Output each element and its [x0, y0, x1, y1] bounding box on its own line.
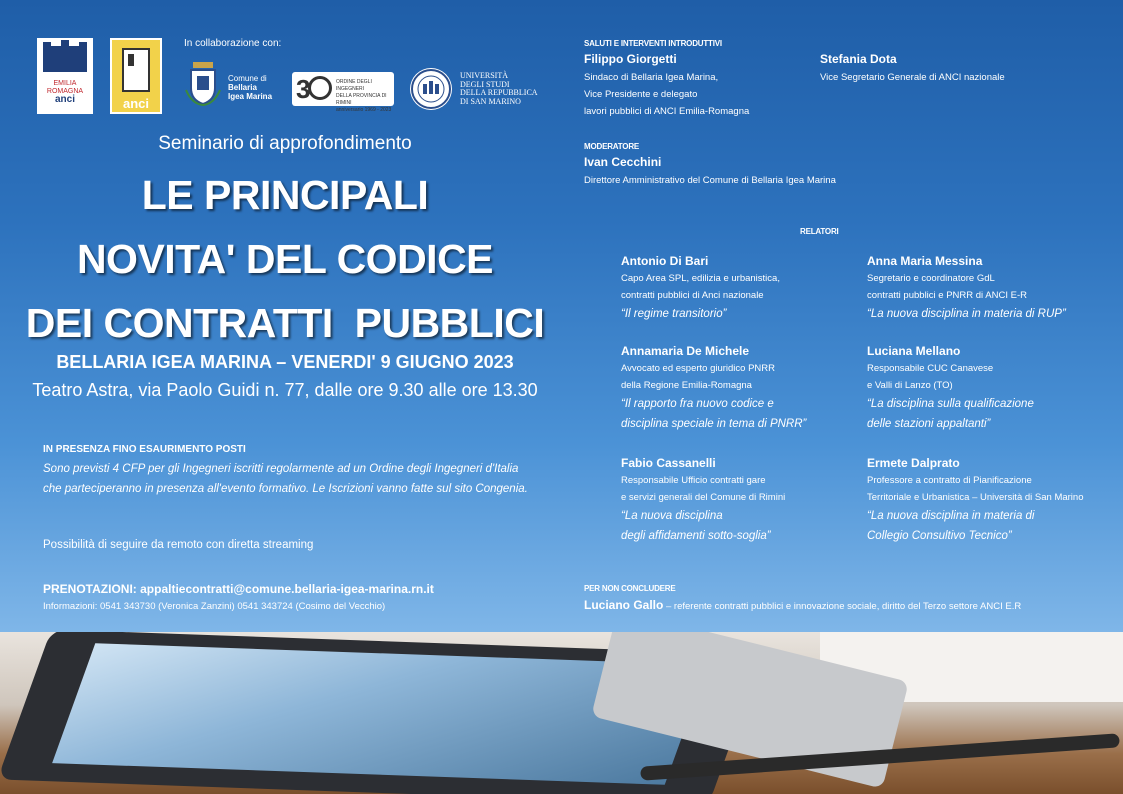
- collaboration-label: In collaborazione con:: [184, 38, 282, 49]
- comune-line1: Comune di: [228, 74, 267, 83]
- speaker-talk-title-line2: Collegio Consultivo Tecnico”: [867, 530, 1012, 542]
- er-logo-line1: EMILIA: [53, 80, 77, 87]
- greeting-speaker1-role: [584, 69, 749, 120]
- greeting-speaker2-role: Vice Segretario Generale di ANCI nazionale: [820, 72, 1005, 83]
- anci-logo-label: anci: [122, 96, 149, 111]
- speaker-talk-title-line2: delle stazioni appaltanti”: [867, 418, 991, 430]
- booking-label: PRENOTAZIONI:: [43, 582, 137, 596]
- uni-line3: DELLA REPUBBLICA: [460, 88, 538, 97]
- er-logo-line3: anci: [54, 94, 75, 105]
- speaker-role-line2: della Regione Emilia-Romagna: [621, 380, 752, 391]
- emilia-romagna-anci-logo: [37, 38, 93, 114]
- greeting-speaker1-role-line3: lavori pubblici di ANCI Emilia-Romagna: [584, 106, 750, 117]
- event-date: BELLARIA IGEA MARINA – VENERDI' 9 GIUGNO 2023: [56, 352, 514, 372]
- speaker-talk-title-line2: disciplina speciale in tema di PNRR”: [621, 418, 807, 430]
- speaker-talk-title: “Il regime transitorio”: [621, 308, 727, 320]
- speaker-role-line2: contratti pubblici di Anci nazionale: [621, 290, 764, 301]
- speaker-card: [867, 344, 1117, 434]
- speaker-role-line1: Avvocato ed esperto giuridico PNRR: [621, 363, 776, 374]
- booking-email-link[interactable]: appaltiecontratti@comune.bellaria-igea-marina.rn.it: [140, 582, 434, 596]
- desk-photo: [0, 632, 1123, 794]
- greeting-speaker1-name: Filippo Giorgetti: [584, 52, 677, 66]
- anci-logo: [110, 38, 162, 114]
- speaker-name: Luciana Mellano: [867, 344, 961, 358]
- uni-line4: DI SAN MARINO: [460, 96, 521, 106]
- er-logo-line2: ROMAGNA: [46, 88, 84, 95]
- speaker-talk-title-line1: “La nuova disciplina in materia di: [867, 510, 1035, 522]
- speaker-card: [867, 456, 1117, 546]
- speaker-name: Ermete Dalprato: [867, 456, 960, 470]
- comune-line3: Igea Marina: [228, 92, 273, 101]
- ordine-line1: ORDINE DEGLI INGEGNERI: [336, 79, 372, 92]
- speaker-talk-title-line1: “Il rapporto fra nuovo codice e: [621, 398, 774, 410]
- closing-name: Luciano Gallo: [584, 598, 664, 612]
- speaker-talk-title: “La nuova disciplina in materia di RUP”: [867, 308, 1066, 320]
- event-title-line3: DEI CONTRATTI PUBBLICI: [25, 300, 545, 346]
- ordine-ingegneri-logo: 3 ORDINE DEGLI INGEGNERI DELLA PROVINCIA DI RIMINI anniversario 1969 - 2023: [292, 72, 394, 106]
- greeting-speaker2-name: Stefania Dota: [820, 52, 897, 66]
- speaker-talk-title-line2: degli affidamenti sotto-soglia”: [621, 530, 771, 542]
- speaker-talk-title-line1: “La disciplina sulla qualificazione: [867, 398, 1034, 410]
- attendance-text: Sono previsti 4 CFP per gli Ingegneri iscritti regolarmente ad un Ordine degli Ingegneri d'Italia che parteciperanno in presenza all'evento formativo. Le Iscrizioni vanno fatte sul sito Congenia.: [43, 463, 528, 495]
- moderator-heading: MODERATORE: [584, 142, 640, 151]
- speaker-role-line1: Responsabile Ufficio contratti gare: [621, 475, 766, 486]
- comune-line2: Bellaria: [228, 83, 257, 92]
- university-seal-icon: [410, 68, 452, 110]
- greeting-speaker1-role-line1: Sindaco di Bellaria Igea Marina,: [584, 72, 719, 83]
- speaker-card: [621, 254, 861, 324]
- remote-note: Possibilità di seguire da remoto con diretta streaming: [43, 539, 314, 551]
- attendance-heading: IN PRESENZA FINO ESAURIMENTO POSTI: [43, 444, 246, 455]
- event-title-line2: NOVITA' DEL CODICE: [76, 236, 494, 282]
- event-venue: Teatro Astra, via Paolo Guidi n. 77, dalle ore 9.30 alle ore 13.30: [32, 380, 538, 400]
- event-title-line1: LE PRINCIPALI: [141, 172, 429, 218]
- booking-line: [43, 582, 434, 596]
- speakers-heading: RELATORI: [800, 227, 839, 236]
- uni-line1: UNIVERSITÀ: [460, 71, 508, 80]
- closing-line: [584, 598, 1021, 612]
- speaker-role-line1: Segretario e coordinatore GdL: [867, 273, 995, 284]
- closing-role: – referente contratti pubblici e innovazione sociale, diritto del Terzo settore ANCI E.R: [663, 601, 1022, 612]
- event-kicker: Seminario di approfondimento: [158, 133, 412, 154]
- speaker-card: [621, 456, 861, 546]
- speaker-name: Anna Maria Messina: [867, 254, 983, 268]
- speaker-talk-title-line1: “La nuova disciplina: [621, 510, 723, 522]
- comune-crest-icon: [184, 60, 222, 106]
- moderator-role: Direttore Amministrativo del Comune di Bellaria Igea Marina: [584, 175, 836, 186]
- speaker-role-line1: Professore a contratto di Pianificazione: [867, 475, 1032, 486]
- ordine-line3: anniversario 1969 - 2023: [336, 107, 392, 113]
- speaker-role-line2: e servizi generali del Comune di Rimini: [621, 492, 786, 503]
- speaker-role-line1: Responsabile CUC Canavese: [867, 363, 994, 374]
- booking-info: Informazioni: 0541 343730 (Veronica Zanzini) 0541 343724 (Cosimo del Vecchio): [43, 601, 386, 612]
- speaker-name: Fabio Cassanelli: [621, 456, 716, 470]
- speaker-role-line1: Capo Area SPL, edilizia e urbanistica,: [621, 273, 780, 284]
- speaker-role-line2: e Valli di Lanzo (TO): [867, 380, 953, 391]
- speaker-role-line2: Territoriale e Urbanistica – Università di San Marino: [867, 492, 1084, 503]
- speaker-card: [621, 344, 861, 434]
- greeting-speaker1-role-line2: Vice Presidente e delegato: [584, 89, 698, 100]
- speaker-name: Annamaria De Michele: [621, 344, 750, 358]
- ordine-line2: DELLA PROVINCIA DI RIMINI: [336, 93, 387, 106]
- speaker-card: [867, 254, 1117, 324]
- moderator-name: Ivan Cecchini: [584, 155, 662, 169]
- closing-heading: PER NON CONCLUDERE: [584, 584, 676, 593]
- speaker-name: Antonio Di Bari: [621, 254, 709, 268]
- speaker-role-line2: contratti pubblici e PNRR di ANCI E-R: [867, 290, 1027, 301]
- greetings-heading: SALUTI E INTERVENTI INTRODUTTIVI: [584, 39, 722, 48]
- uni-line2: DEGLI STUDI: [460, 79, 510, 89]
